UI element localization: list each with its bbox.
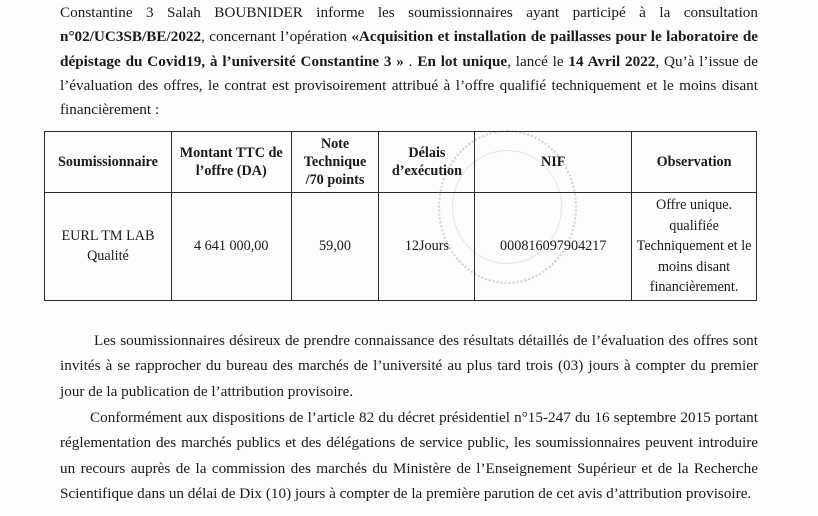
intro-text-5: , Qu’à l’issue de l’évaluation des offres, le contrat est provisoirement attribué à l’offre qualifié techniquement et le moins disant financièrement : bbox=[60, 52, 759, 119]
cell-observation: Offre unique. qualifiée Techniquement et le moins disant financièrement. bbox=[632, 193, 757, 301]
header-observation: Observation bbox=[632, 132, 757, 193]
launch-date: 14 Avril 2022 bbox=[568, 52, 656, 70]
header-montant: Montant TTC de l’offre (DA) bbox=[171, 132, 291, 193]
table-row bbox=[45, 193, 757, 301]
intro-text-3: . bbox=[403, 52, 418, 70]
cell-note: 59,00 bbox=[291, 193, 379, 301]
lot-label: En lot unique bbox=[417, 52, 508, 70]
header-soumissionnaire: Soumissionnaire bbox=[45, 132, 172, 193]
header-nif: NIF bbox=[475, 132, 632, 193]
cell-delais: 12Jours bbox=[379, 193, 475, 301]
cell-nif: 000816097904217 bbox=[475, 193, 632, 301]
cell-montant: 4 641 000,00 bbox=[171, 193, 291, 301]
header-delais: Délais d’exécution bbox=[379, 132, 475, 193]
operation-title: «Acquisition et installation de paillasses pour le laboratoire de dépistage du Covid19, à l’université Constantine 3 » bbox=[60, 28, 759, 70]
intro-paragraph bbox=[60, 1, 758, 122]
header-note: Note Technique /70 points bbox=[291, 132, 379, 193]
intro-text-1: Constantine 3 Salah BOUBNIDER informe les soumissionnaires ayant participé à la consultation bbox=[60, 4, 758, 21]
cell-soumissionnaire: EURL TM LAB Qualité bbox=[45, 193, 172, 301]
intro-text-4: , lancé le bbox=[507, 52, 569, 70]
intro-text-2: , concernant l’opération bbox=[201, 28, 352, 46]
consultation-reference: n°02/UC3SB/BE/2022 bbox=[60, 28, 202, 46]
results-paragraph: Les soumissionnaires désireux de prendre connaissance des résultats détaillés de l’évaluation des offres sont invités à se rapprocher du bureau des marchés de l’université au plus tard trois (03) jours à compter du premier jour de la publication de l’attribution provisoire. bbox=[60, 332, 758, 400]
appeal-paragraph: Conformément aux dispositions de l’article 82 du décret présidentiel n°15-247 du 16 septembre 2015 portant réglementation des marchés publics et des délégations de service public, les soumissionnaires peuvent introduire un recours auprès de la commission des marchés du Ministère de l’Enseignement Supérieur et de la Recherche Scientifique dans un délai de Dix (10) jours à compter de la première parution de cet avis d’attribution provisoire. bbox=[60, 409, 758, 502]
table-header-row bbox=[45, 132, 757, 193]
attribution-table bbox=[44, 131, 757, 301]
